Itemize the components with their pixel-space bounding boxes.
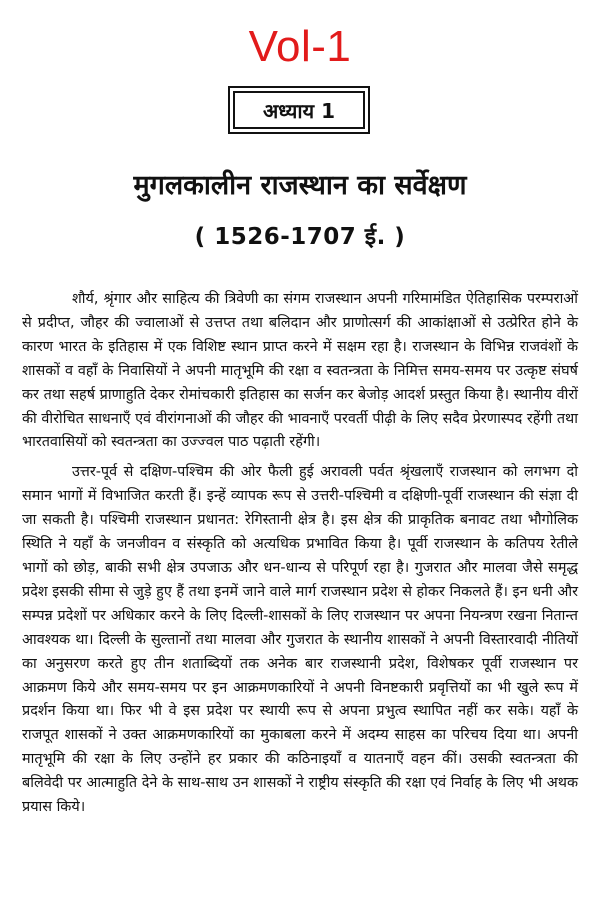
chapter-label: अध्याय 1 [233,91,365,129]
chapter-box [228,86,370,134]
volume-label: Vol-1 [248,22,352,71]
paragraph-1: शौर्य, श्रृंगार और साहित्य की त्रिवेणी का संगम राजस्थान अपनी गरिमामंडित ऐतिहासिक परम्पराओं से प्रदीप्त, जौहर की ज्वालाओं से उत्तप्त तथा बलिदान और प्राणोत्सर्ग की आकांक्षाओं से उत्प्रेरित होने के कारण भारत के इतिहास में एक विशिष्ट स्थान प्राप्त करने में सक्षम रहा है। राजस्थान के विभिन्न राजवंशों के शासकों व वहाँ के निवासियों ने अपनी मातृभूमि की रक्षा व स्वतन्त्रता के निमित्त समय-समय पर उत्कृष्ट संघर्ष कर तथा सहर्ष प्राणाहुति देकर रोमांचकारी इतिहास का सर्जन कर बेजोड़ आदर्श प्रस्तुत किया है। स्थानीय वीरों की वीरोचित साधनाएँ एवं वीरांगनाओं की जौहर की भावनाएँ परवर्ती पीढ़ी के लिए सदैव प्रेरणास्पद रहेंगी तथा भारतवासियों को स्वतन्त्रता का उज्ज्वल पाठ पढ़ाती रहेंगी। [22,291,578,451]
chapter-title: मुगलकालीन राजस्थान का सर्वेक्षण [133,170,467,201]
body-text [22,288,578,820]
chapter-period: ( 1526-1707 ई. ) [194,224,406,250]
paragraph-2: उत्तर-पूर्व से दक्षिण-पश्चिम की ओर फैली हुई अरावली पर्वत श्रृंखलाएँ राजस्थान को लगभग दो समान भागों में विभाजित करती हैं। इन्हें व्यापक रूप से उत्तरी-पश्चिमी व दक्षिणी-पूर्वी राजस्थान की संज्ञा दी जा सकती है। पश्चिमी राजस्थान प्रधानत: रेगिस्तानी क्षेत्र है। इस क्षेत्र की प्राकृतिक बनावट तथा भौगोलिक स्थिति ने यहाँ के जनजीवन व संस्कृति को अत्यधिक प्रभावित किया है। पूर्वी राजस्थान के कतिपय रेतीले भागों को छोड़, बाकी सभी क्षेत्र उपजाऊ और धन-धान्य से परिपूर्ण रहा है। गुजरात और मालवा जैसे समृद्ध प्रदेश इसकी सीमा से जुड़े हुए हैं तथा इनमें जाने वाले मार्ग राजस्थान प्रदेश से होकर निकलते हैं। इन धनी और सम्पन्न प्रदेशों पर अधिकार करने के लिए दिल्ली-शासकों के लिए राजस्थान पर अपना नियन्त्रण रखना नितान्त आवश्यक था। दिल्ली के सुल्तानों तथा मालवा और गुजरात के स्थानीय शासकों ने अपनी विस्तारवादी नीतियों का अनुसरण करते हुए तीन शताब्दियों तक अनेक बार राजस्थानी प्रदेश, विशेषकर पूर्वी राजस्थान पर आक्रमण किये और समय-समय पर इन आक्रमणकारियों ने अपनी विनष्टकारी प्रवृत्तियों का भी खुले रूप में प्रदर्शन किया था। फिर भी वे इस प्रदेश पर स्थायी रूप से अपना प्रभुत्व स्थापित नहीं कर सके। यहाँ के राजपूत शासकों ने उक्त आक्रमणकारियों का मुकाबला करने में अदम्य साहस का परिचय दिया था। अपनी मातृभूमि की रक्षा के लिए उन्होंने हर प्रकार की कठिनाइयाँ व यातनाएँ वहन कीं। उसकी स्वतन्त्रता की बलिवेदी पर आत्माहुति देने के साथ-साथ उन शासकों ने राष्ट्रीय संस्कृति की रक्षा एवं निर्वाह के लिए भी अथक प्रयास किये। [22,464,578,816]
